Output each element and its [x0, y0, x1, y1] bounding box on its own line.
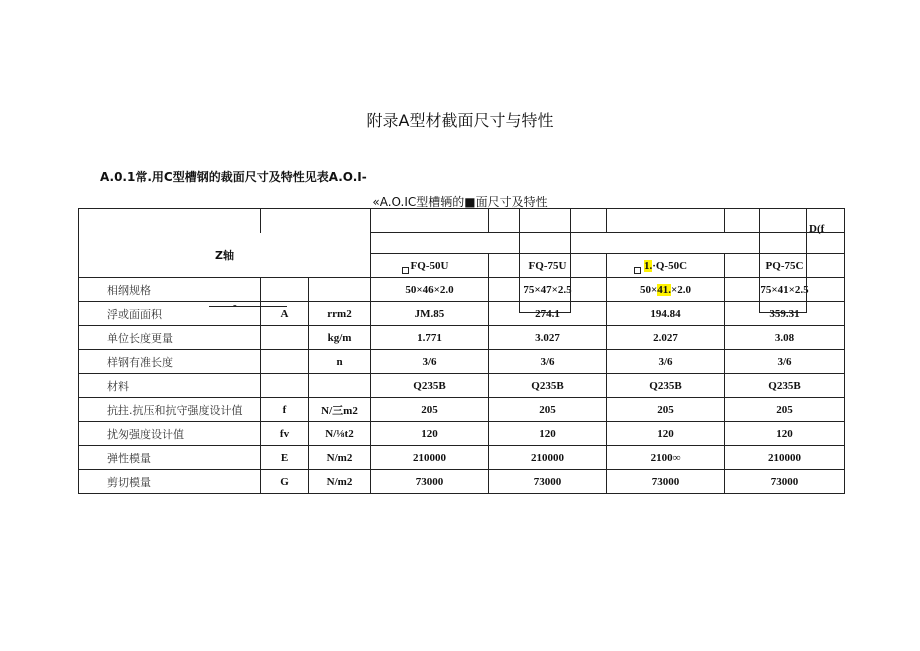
page-title: 附录A型材截面尺寸与特性 — [366, 111, 554, 130]
property-name: 剪切模量 — [79, 470, 261, 494]
table-caption: «A.O.IC型槽辆的■面尺寸及特性 — [372, 195, 548, 209]
model-code: FQ-75U — [489, 254, 607, 278]
axis-label: Z轴 — [79, 233, 371, 278]
value-cell: 2100∞ — [607, 446, 725, 470]
channel-profile-icon — [519, 209, 571, 313]
unit: N/m2 — [309, 470, 371, 494]
symbol — [261, 374, 309, 398]
dash-mark: - — [233, 299, 237, 311]
symbol: E — [261, 446, 309, 470]
profile-drawing-1 — [371, 209, 489, 233]
value-cell: 3/6 — [607, 350, 725, 374]
symbol — [261, 350, 309, 374]
section-square-icon — [634, 267, 641, 274]
value-cell: 75×47×2.5 — [489, 278, 607, 302]
value-cell: 120 — [607, 422, 725, 446]
value-cell: 3.08 — [725, 326, 845, 350]
value-cell: Q235B — [607, 374, 725, 398]
value-cell: 73000 — [371, 470, 489, 494]
property-name: 扰匆强度设计值 — [79, 422, 261, 446]
value-cell: Q235B — [725, 374, 845, 398]
table-row — [79, 398, 845, 422]
property-name: 弹性模量 — [79, 446, 261, 470]
table-row — [79, 422, 845, 446]
value-cell: 73000 — [489, 470, 607, 494]
value-cell: 3/6 — [489, 350, 607, 374]
symbol: fv — [261, 422, 309, 446]
section-square-icon — [402, 267, 409, 274]
symbol: G — [261, 470, 309, 494]
profile-drawing-3 — [607, 209, 725, 233]
unit: N/⅛t2 — [309, 422, 371, 446]
profile-drawing-2 — [489, 209, 607, 233]
value-cell: 274.1 — [489, 302, 607, 326]
value-cell: 205 — [725, 398, 845, 422]
property-name: 相纲规格 — [79, 278, 261, 302]
value-cell: Q235B — [371, 374, 489, 398]
table-row — [79, 326, 845, 350]
value-cell: 3.027 — [489, 326, 607, 350]
symbol: f — [261, 398, 309, 422]
value-cell: 210000 — [371, 446, 489, 470]
value-cell: 205 — [607, 398, 725, 422]
table-row — [79, 374, 845, 398]
value-cell: 120 — [371, 422, 489, 446]
drawing-line — [209, 306, 287, 307]
value-cell: JM.85 — [371, 302, 489, 326]
model-code: FQ-50U — [371, 254, 489, 278]
property-name: 样钢有准长度 — [79, 350, 261, 374]
symbol — [261, 278, 309, 302]
value-cell: 50×46×2.0 — [371, 278, 489, 302]
value-cell: 359.31 — [725, 302, 845, 326]
value-cell: 120 — [725, 422, 845, 446]
value-cell: 73000 — [607, 470, 725, 494]
table-row — [79, 446, 845, 470]
section-heading: A.0.1常.用C型槽钢的裁面尺寸及特性见表A.O.I- — [100, 170, 367, 184]
value-cell: 210000 — [489, 446, 607, 470]
table-row — [79, 302, 845, 326]
value-cell: Q235B — [489, 374, 607, 398]
unit — [309, 278, 371, 302]
unit: N/m2 — [309, 446, 371, 470]
section-spec-table — [78, 208, 845, 494]
table-row — [79, 278, 845, 302]
property-name: 浮或面面积 — [79, 302, 261, 326]
model-code: PQ-75C — [725, 254, 845, 278]
value-cell: 194.84 — [607, 302, 725, 326]
value-cell: 75×41×2.5 — [725, 278, 845, 302]
property-name: 材料 — [79, 374, 261, 398]
model-code: 1.·Q-50C — [607, 254, 725, 278]
property-name: 单位长度更量 — [79, 326, 261, 350]
value-cell: 3/6 — [725, 350, 845, 374]
unit: N/三m2 — [309, 398, 371, 422]
value-cell: 120 — [489, 422, 607, 446]
value-cell: 50×41.×2.0 — [607, 278, 725, 302]
symbol: A — [261, 302, 309, 326]
value-cell: 3/6 — [371, 350, 489, 374]
symbol — [261, 326, 309, 350]
value-cell: 2.027 — [607, 326, 725, 350]
profile-drawing-4 — [725, 209, 845, 233]
header-blank-cell — [261, 209, 371, 233]
property-name: 抗拄.抗压和抗守强度设计值 — [79, 398, 261, 422]
value-cell: 205 — [371, 398, 489, 422]
d-label: D(f — [809, 223, 825, 235]
value-cell: 73000 — [725, 470, 845, 494]
value-cell: 210000 — [725, 446, 845, 470]
value-cell: 205 — [489, 398, 607, 422]
value-cell: 1.771 — [371, 326, 489, 350]
unit: kg/m — [309, 326, 371, 350]
table-row — [79, 350, 845, 374]
unit: n — [309, 350, 371, 374]
unit: rrm2 — [309, 302, 371, 326]
unit — [309, 374, 371, 398]
table-row — [79, 470, 845, 494]
channel-profile-icon — [759, 209, 807, 313]
